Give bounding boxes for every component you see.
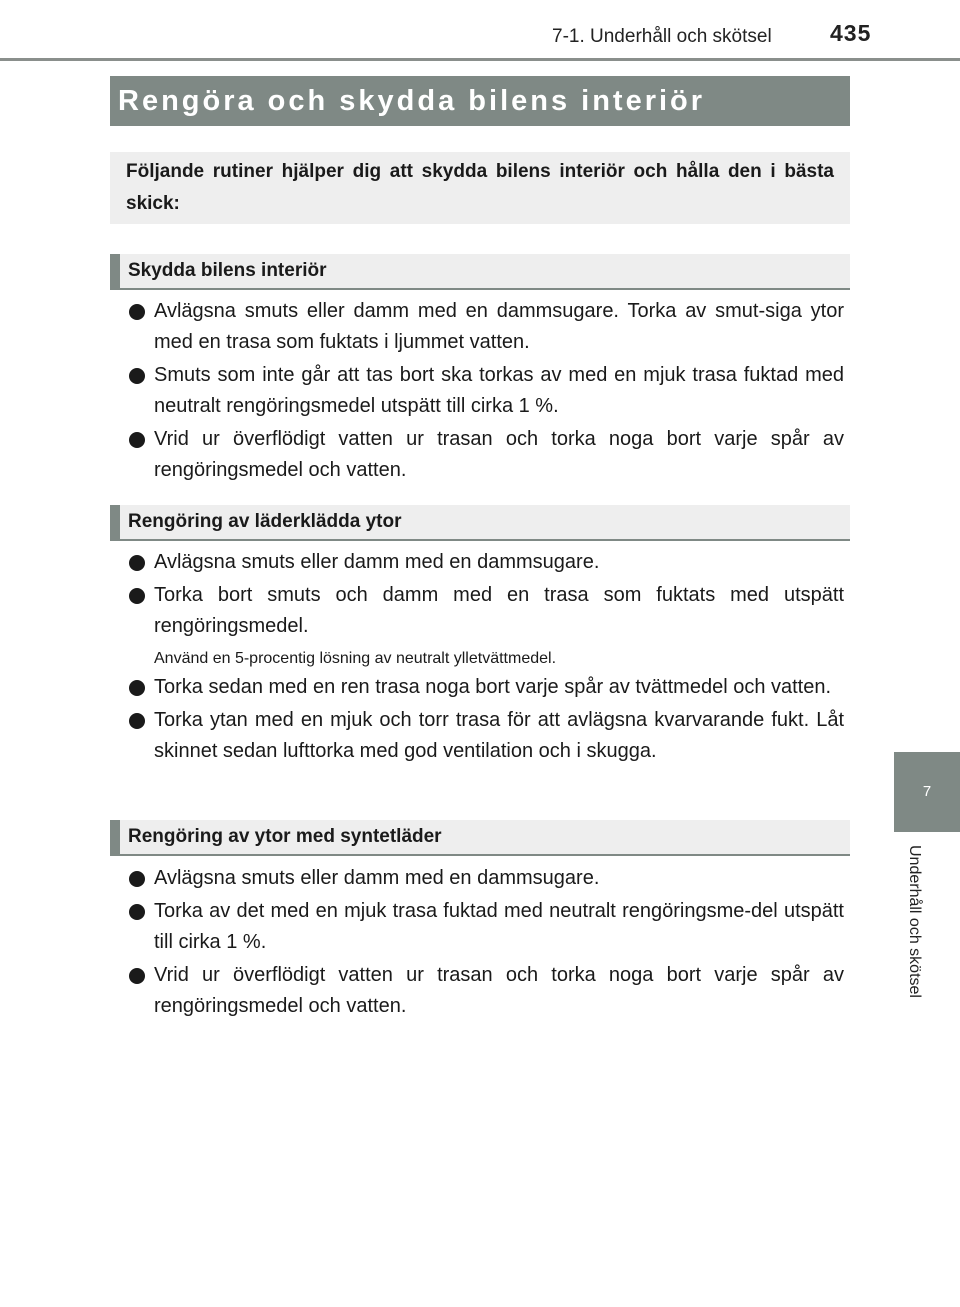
chapter-side-label: Underhåll och skötsel: [906, 845, 923, 998]
list-item-text: Torka sedan med en ren trasa noga bort varje spår av tvättmedel och vatten.: [154, 676, 832, 698]
section-bullets-leather: [128, 547, 844, 769]
note: Använd en 5-procentig lösning av neutralt ylletvättmedel.: [154, 650, 557, 667]
chapter-number: 7: [922, 783, 932, 800]
list-item: [128, 360, 844, 422]
list-item: [128, 863, 844, 894]
list-item: [128, 896, 844, 958]
bullet-dot-icon: [129, 432, 145, 448]
bullet-dot-icon: [129, 555, 145, 571]
section-bullets-synthetic: [128, 863, 844, 1024]
bullet-dot-icon: [129, 588, 145, 604]
bullet-dot-icon: [129, 680, 145, 696]
bullet-dot-icon: [129, 368, 145, 384]
list-item: [128, 705, 844, 767]
list-item-text: Torka ytan med en mjuk och torr trasa för att avlägsna kvarvarande fukt. Låt skinnet sedan lufttorka med god ventilation och i skugga.: [154, 709, 844, 762]
list-item: [128, 296, 844, 358]
section-heading-leather: Rengöring av läderklädda ytor: [110, 505, 850, 541]
bullet-dot-icon: [129, 968, 145, 984]
bullet-dot-icon: [129, 713, 145, 729]
chapter-tab: [894, 752, 960, 832]
section-bullets-protect: [128, 296, 844, 488]
list-item: [128, 424, 844, 486]
bullet-dot-icon: [129, 304, 145, 320]
list-item-text: Vrid ur överflödigt vatten ur trasan och torka noga bort varje spår av rengöringsmedel och vatten.: [154, 428, 844, 481]
list-item: [128, 672, 844, 703]
list-item-text: Torka av det med en mjuk trasa fuktad med neutralt rengöringsme-del utspätt till cirka 1 %.: [154, 900, 844, 953]
list-item-text: Torka bort smuts och damm med en trasa som fuktats med utspätt rengöringsmedel.: [154, 584, 844, 637]
header-rule: [0, 58, 960, 61]
intro-box: Följande rutiner hjälper dig att skydda bilens interiör och hålla den i bästa skick:: [110, 152, 850, 224]
bullet-dot-icon: [129, 871, 145, 887]
page-number: 435: [830, 20, 872, 46]
section-heading-protect: Skydda bilens interiör: [110, 254, 850, 290]
page-title: Rengöra och skydda bilens interiör: [110, 76, 850, 126]
list-item-text: Avlägsna smuts eller damm med en dammsugare. Torka av smut-siga ytor med en trasa som fuktats i ljummet vatten.: [154, 300, 844, 353]
list-item-text: Avlägsna smuts eller damm med en dammsugare.: [154, 551, 600, 573]
header-section-title: 7-1. Underhåll och skötsel: [552, 26, 772, 47]
list-item: [128, 960, 844, 1022]
list-item-text: Vrid ur överflödigt vatten ur trasan och torka noga bort varje spår av rengöringsmedel och vatten.: [154, 964, 844, 1017]
section-heading-synthetic: Rengöring av ytor med syntetläder: [110, 820, 850, 856]
list-item-text: Avlägsna smuts eller damm med en dammsugare.: [154, 867, 600, 889]
list-item-text: Smuts som inte går att tas bort ska torkas av med en mjuk trasa fuktad med neutralt rengöringsmedel utspätt till cirka 1 %.: [154, 364, 844, 417]
list-item: [128, 547, 844, 578]
list-item: [128, 580, 844, 642]
bullet-dot-icon: [129, 904, 145, 920]
